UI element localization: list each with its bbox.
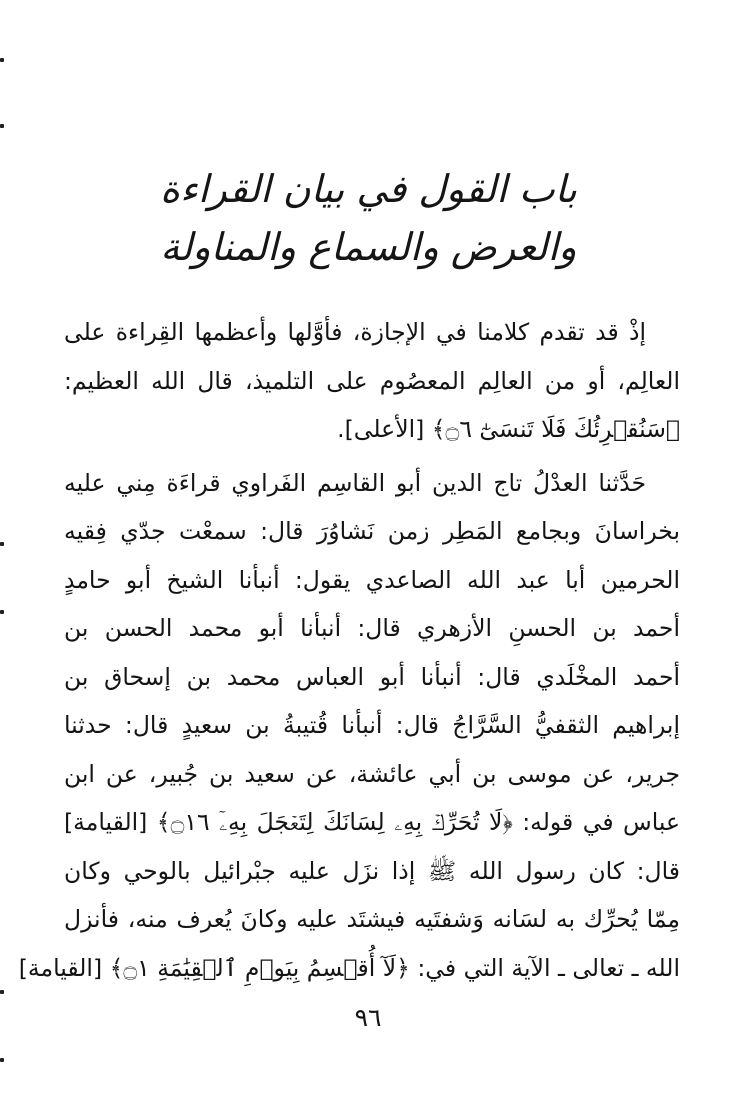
text-line: عباس في قوله: ﴿لَا تُحَرِّكۡ بِهِۦ لِسَانَكَ لِتَعۡجَلَ بِهِۦٓ ۝١٦﴾ [القيامة]	[64, 808, 680, 836]
edge-mark	[0, 610, 4, 614]
text-line: بخراسانَ وبجامع المَطِر زمن نَشاوُرَ قال: سمعْت جدّي فِقيه	[64, 517, 680, 545]
chapter-title-line-2: والعرض والسماع والمناولة	[160, 225, 577, 269]
text-line: إذْ قد تقدم كلامنا في الإجازة، فأوَّلها وأعظمها القِراءة على	[64, 318, 646, 346]
edge-mark	[0, 1058, 4, 1062]
text-line: أحمد المخْلَدي قال: أنبأنا أبو العباس محمد بن إسحاق بن	[64, 662, 680, 691]
text-line: العالِم، أو من العالِم المعصُوم على التلميذ، قال الله العظيم:	[64, 366, 680, 395]
edge-mark	[0, 990, 4, 994]
text-line: الله ـ تعالى ـ الآية التي في: ﴿لَآ أُقۡسِمُ بِيَوۡمِ ٱلۡقِيَٰمَةِ ۝١﴾ [القيامة]	[18, 953, 680, 982]
edge-mark	[0, 58, 4, 62]
edge-mark	[0, 124, 4, 128]
text-line: أحمد بن الحسنِ الأزهري قال: أنبأنا أبو محمد الحسن بن	[64, 614, 680, 642]
body-text	[18, 308, 680, 992]
edge-mark	[0, 542, 4, 546]
page-number: ٩٦	[354, 1003, 382, 1032]
text-line: الحرمين أبا عبد الله الصاعدي يقول: أنبأنا الشيخ أبو حامدٍ	[64, 565, 680, 594]
text-line: جرير، عن موسى بن أبي عائشة، عن سعيد بن جُبير، عن ابن	[64, 759, 680, 788]
text-line: مِمّا يُحرِّك به لسَانه وَشفتَيه فيشتَد عليه وكانَ يُعرف منه، فأنزل	[64, 905, 680, 933]
text-line: قال: كان رسول الله ﷺ إذا نزَل عليه جبْرائيل بالوحي وكان	[64, 856, 680, 885]
text-line: ﴿سَنُقۡرِئُكَ فَلَا تَنسَىٰٓ ۝٦﴾ [الأعلى].	[337, 415, 680, 443]
text-line: حَدَّثنا العدْلُ تاج الدين أبو القاسِم الفَراوي قراءَة مِني عليه	[64, 468, 646, 497]
text-line: إبراهيم الثقفيُّ السَّرَّاجُ قال: أنبأنا قُتيبةُ بن سعيدٍ قال: حدثنا	[64, 711, 680, 739]
chapter-title	[150, 160, 587, 276]
chapter-title-line-1: باب القول في بيان القراءة	[160, 167, 577, 211]
